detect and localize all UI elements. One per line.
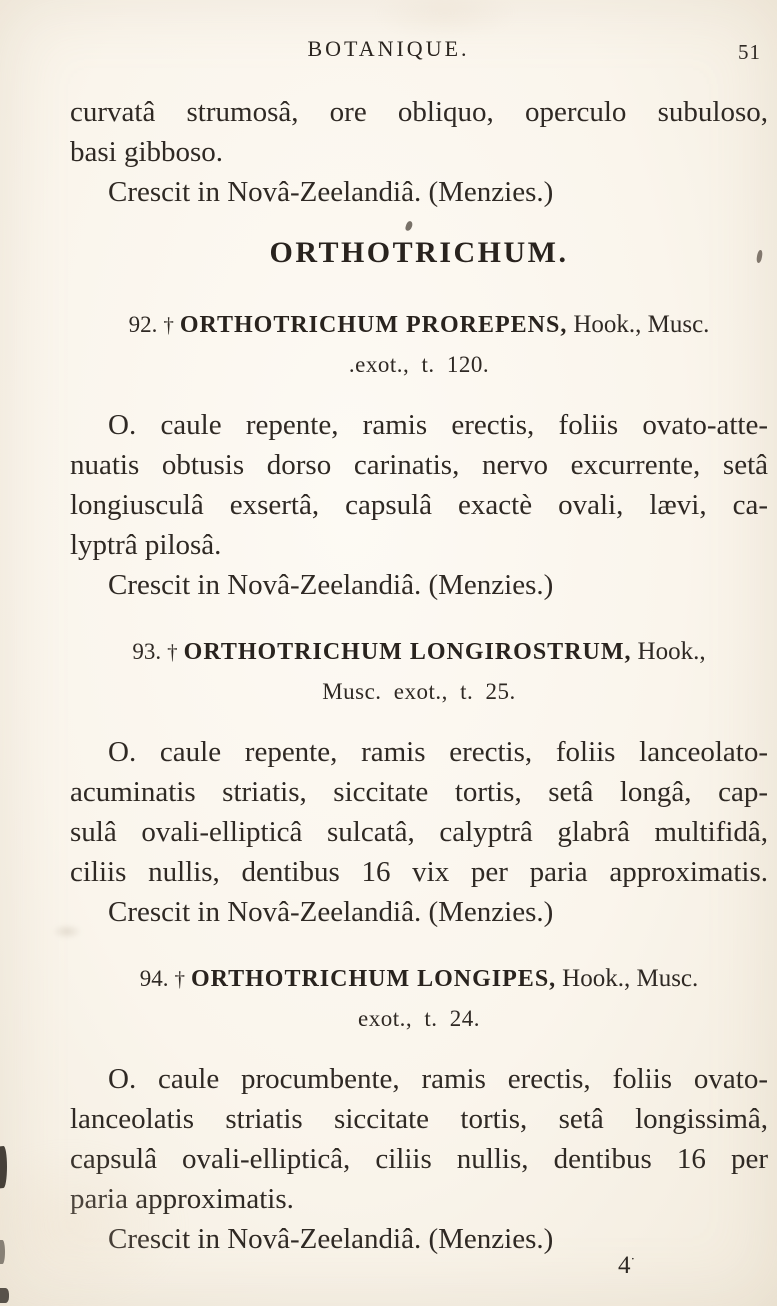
- dagger-icon: †: [163, 313, 174, 337]
- authority: Hook., Musc.: [562, 965, 699, 992]
- binding-edge-mark: [0, 1288, 9, 1303]
- description-line: nuatis obtusis dorso carinatis, nervo excurrente, setâ: [70, 449, 768, 481]
- species-entry-93: [70, 633, 768, 932]
- binding-edge-mark: [0, 1240, 5, 1264]
- habitat-line: Crescit in Novâ-Zeelandiâ. (Menzies.): [108, 1223, 554, 1255]
- description-line: sulâ ovali-ellipticâ sulcatâ, calyptrâ glabrâ multifidâ,: [70, 816, 768, 848]
- paper-stain: [370, 0, 520, 40]
- description-line: longiusculâ exsertâ, capsulâ exactè ovali, lævi, ca-: [70, 489, 768, 521]
- entry-header: [70, 960, 768, 1034]
- page-number: 51: [738, 40, 761, 64]
- species-name: ORTHOTRICHUM LONGIROSTRUM,: [183, 639, 632, 665]
- citation: exot., t. 24.: [358, 1006, 480, 1031]
- authority: Hook., Musc.: [573, 311, 710, 338]
- species-name: ORTHOTRICHUM PROREPENS,: [179, 312, 568, 338]
- description: [70, 732, 768, 932]
- species-entry-92: [70, 306, 768, 605]
- habitat-line: Crescit in Novâ-Zeelandiâ. (Menzies.): [108, 176, 554, 208]
- entry-header: [70, 306, 768, 380]
- entry-header: [70, 633, 768, 707]
- description-line: capsulâ ovali-ellipticâ, ciliis nullis, dentibus 16 per: [70, 1143, 768, 1175]
- binding-edge-mark: [0, 1146, 7, 1189]
- description-line: O. caule procumbente, ramis erectis, foliis ovato-: [108, 1063, 768, 1095]
- citation: .exot., t. 120.: [348, 352, 490, 377]
- intro-line: curvatâ strumosâ, ore obliquo, operculo subuloso,: [70, 96, 768, 128]
- entry-number: 94.: [139, 966, 169, 991]
- species-name: ORTHOTRICHUM LONGIPES,: [190, 966, 557, 992]
- citation: Musc. exot., t. 25.: [322, 679, 516, 704]
- description-line: lanceolatis striatis siccitate tortis, setâ longissimâ,: [70, 1103, 768, 1135]
- description-line: O. caule repente, ramis erectis, foliis lanceolato-: [108, 736, 768, 768]
- signature-digit: 4: [618, 1252, 631, 1279]
- intro-paragraph: [70, 92, 768, 212]
- entry-number: 92.: [128, 312, 158, 337]
- description-line: acuminatis striatis, siccitate tortis, setâ longâ, cap-: [70, 776, 768, 808]
- ink-speck: [405, 220, 414, 231]
- description: [70, 405, 768, 605]
- habitat-line: Crescit in Novâ-Zeelandiâ. (Menzies.): [108, 896, 554, 928]
- description-line: O. caule repente, ramis erectis, foliis ovato-atte-: [108, 409, 768, 441]
- habitat-line: Crescit in Novâ-Zeelandiâ. (Menzies.): [108, 569, 554, 601]
- description-line: lyptrâ pilosâ.: [70, 529, 222, 561]
- species-entry-94: [70, 960, 768, 1259]
- running-header-title: BOTANIQUE.: [307, 36, 470, 61]
- dagger-icon: †: [167, 640, 178, 664]
- intro-line: basi gibboso.: [70, 136, 224, 168]
- signature-tick: ·: [630, 1252, 636, 1268]
- description-line: ciliis nullis, dentibus 16 vix per paria approximatis.: [70, 856, 768, 888]
- authority: Hook.,: [637, 638, 706, 665]
- description-line: paria approximatis.: [70, 1183, 294, 1215]
- description: [70, 1059, 768, 1259]
- entry-number: 93.: [132, 639, 162, 664]
- signature-mark: [618, 1252, 635, 1280]
- genus-heading: ORTHOTRICHUM.: [269, 236, 569, 269]
- dagger-icon: †: [174, 967, 185, 991]
